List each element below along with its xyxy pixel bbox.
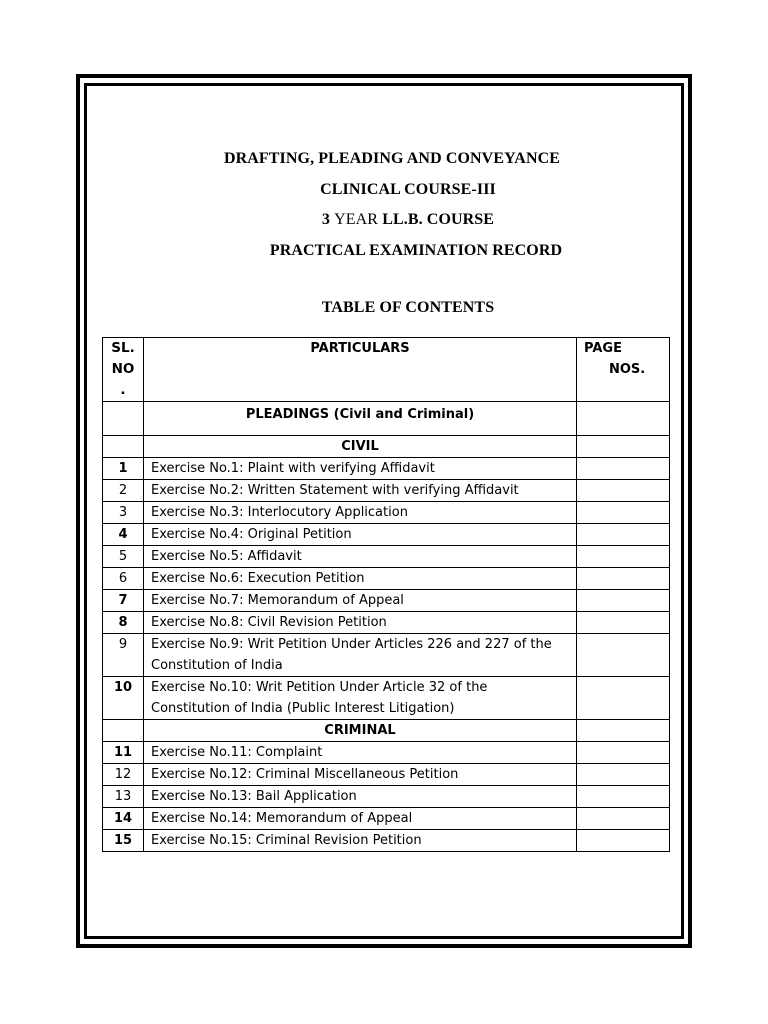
page-cell bbox=[577, 764, 670, 786]
sl-cell: 15 bbox=[103, 830, 144, 852]
table-row bbox=[103, 524, 670, 546]
exercise-number: Exercise No.1 bbox=[151, 461, 240, 476]
course-duration-year: YEAR bbox=[334, 211, 379, 228]
table-row bbox=[103, 480, 670, 502]
sl-cell: 10 bbox=[103, 677, 144, 720]
page-cell bbox=[577, 720, 670, 742]
exercise-number: Exercise No.8 bbox=[151, 615, 240, 630]
page-nos-header bbox=[577, 338, 670, 402]
particulars-cell bbox=[144, 634, 577, 677]
exercise-title: : Writ Petition Under Articles 226 and 227 of the Constitution of India bbox=[151, 637, 552, 673]
document-title: DRAFTING, PLEADING AND CONVEYANCE bbox=[223, 150, 561, 167]
sl-header-line3: . bbox=[120, 382, 126, 398]
page-cell bbox=[577, 612, 670, 634]
page-cell bbox=[577, 502, 670, 524]
table-row bbox=[103, 764, 670, 786]
sl-cell: 7 bbox=[103, 590, 144, 612]
sl-cell bbox=[103, 720, 144, 742]
sl-cell: 5 bbox=[103, 546, 144, 568]
exercise-number: Exercise No.5 bbox=[151, 549, 240, 564]
exercise-number: Exercise No.15 bbox=[151, 833, 248, 848]
course-name: CLINICAL COURSE-III bbox=[320, 181, 496, 198]
page-cell bbox=[577, 546, 670, 568]
table-row bbox=[103, 458, 670, 480]
particulars-cell bbox=[144, 612, 577, 634]
exercise-number: Exercise No.3 bbox=[151, 505, 240, 520]
toc-table bbox=[102, 337, 670, 852]
page-cell bbox=[577, 436, 670, 458]
page-header-line2: NOS. bbox=[609, 362, 646, 377]
exercise-number: Exercise No.9 bbox=[151, 637, 240, 652]
exercise-number: Exercise No.6 bbox=[151, 571, 240, 586]
section-row-civil bbox=[103, 436, 670, 458]
sl-header-line1: SL. bbox=[111, 340, 135, 356]
page-cell bbox=[577, 786, 670, 808]
page-cell bbox=[577, 524, 670, 546]
table-row bbox=[103, 786, 670, 808]
table-row bbox=[103, 634, 670, 677]
page-header-line1: PAGE bbox=[584, 341, 622, 356]
sl-cell: 12 bbox=[103, 764, 144, 786]
section-title-criminal: CRIMINAL bbox=[144, 720, 577, 742]
particulars-cell bbox=[144, 808, 577, 830]
particulars-cell bbox=[144, 546, 577, 568]
table-row bbox=[103, 502, 670, 524]
exercise-title: : Complaint bbox=[247, 745, 323, 760]
sl-cell: 4 bbox=[103, 524, 144, 546]
exercise-title: : Interlocutory Application bbox=[239, 505, 408, 520]
particulars-cell bbox=[144, 830, 577, 852]
particulars-cell bbox=[144, 764, 577, 786]
exercise-title: : Execution Petition bbox=[239, 571, 365, 586]
exercise-title: : Plaint with verifying Affidavit bbox=[239, 461, 435, 476]
page-cell bbox=[577, 568, 670, 590]
page-cell bbox=[577, 830, 670, 852]
sl-cell: 14 bbox=[103, 808, 144, 830]
exercise-title: : Criminal Revision Petition bbox=[247, 833, 422, 848]
sl-cell: 6 bbox=[103, 568, 144, 590]
exercise-number: Exercise No.7 bbox=[151, 593, 240, 608]
particulars-cell bbox=[144, 502, 577, 524]
particulars-cell bbox=[144, 568, 577, 590]
sl-header-line2: NO bbox=[111, 361, 135, 377]
page-cell bbox=[577, 742, 670, 764]
sl-cell: 13 bbox=[103, 786, 144, 808]
toc-title: TABLE OF CONTENTS bbox=[321, 299, 495, 316]
sl-cell: 11 bbox=[103, 742, 144, 764]
course-duration-number: 3 bbox=[321, 211, 330, 228]
particulars-cell bbox=[144, 480, 577, 502]
sl-cell: 2 bbox=[103, 480, 144, 502]
exercise-title: : Written Statement with verifying Affidavit bbox=[239, 483, 519, 498]
table-row bbox=[103, 677, 670, 720]
page-cell bbox=[577, 808, 670, 830]
exercise-number: Exercise No.11 bbox=[151, 745, 248, 760]
table-row bbox=[103, 568, 670, 590]
exercise-title: : Bail Application bbox=[247, 789, 357, 804]
course-duration bbox=[108, 211, 708, 229]
page-cell bbox=[577, 402, 670, 436]
particulars-cell bbox=[144, 677, 577, 720]
sl-cell: 3 bbox=[103, 502, 144, 524]
section-row-criminal bbox=[103, 720, 670, 742]
sl-cell bbox=[103, 436, 144, 458]
page-cell bbox=[577, 677, 670, 720]
toc-header-row bbox=[103, 338, 670, 402]
sl-cell bbox=[103, 402, 144, 436]
table-row bbox=[103, 808, 670, 830]
sl-cell: 8 bbox=[103, 612, 144, 634]
particulars-cell bbox=[144, 742, 577, 764]
particulars-cell bbox=[144, 590, 577, 612]
table-row bbox=[103, 742, 670, 764]
exercise-title: : Criminal Miscellaneous Petition bbox=[247, 767, 459, 782]
exercise-number: Exercise No.10 bbox=[151, 680, 248, 695]
exercise-title: : Writ Petition Under Article 32 of the Constitution of India (Public Interest Litigation) bbox=[151, 680, 488, 716]
record-title: PRACTICAL EXAMINATION RECORD bbox=[269, 242, 563, 259]
section-row-pleadings bbox=[103, 402, 670, 436]
table-row bbox=[103, 612, 670, 634]
exercise-title: : Affidavit bbox=[239, 549, 302, 564]
exercise-number: Exercise No.12 bbox=[151, 767, 248, 782]
section-title-pleadings: PLEADINGS (Civil and Criminal) bbox=[144, 402, 577, 436]
page-cell bbox=[577, 458, 670, 480]
section-title-civil: CIVIL bbox=[144, 436, 577, 458]
exercise-title: : Original Petition bbox=[239, 527, 352, 542]
exercise-number: Exercise No.2 bbox=[151, 483, 240, 498]
page-cell bbox=[577, 590, 670, 612]
exercise-number: Exercise No.14 bbox=[151, 811, 248, 826]
page-cell bbox=[577, 634, 670, 677]
exercise-title: : Civil Revision Petition bbox=[239, 615, 387, 630]
course-duration-degree: LL.B. COURSE bbox=[382, 211, 495, 228]
exercise-title: : Memorandum of Appeal bbox=[239, 593, 404, 608]
table-row bbox=[103, 830, 670, 852]
exercise-number: Exercise No.4 bbox=[151, 527, 240, 542]
exercise-title: : Memorandum of Appeal bbox=[247, 811, 413, 826]
sl-no-header bbox=[103, 338, 144, 402]
particulars-cell bbox=[144, 458, 577, 480]
particulars-header: PARTICULARS bbox=[144, 338, 577, 402]
exercise-number: Exercise No.13 bbox=[151, 789, 248, 804]
sl-cell: 1 bbox=[103, 458, 144, 480]
page-cell bbox=[577, 480, 670, 502]
particulars-cell bbox=[144, 786, 577, 808]
sl-cell: 9 bbox=[103, 634, 144, 677]
particulars-cell bbox=[144, 524, 577, 546]
table-row bbox=[103, 590, 670, 612]
table-row bbox=[103, 546, 670, 568]
